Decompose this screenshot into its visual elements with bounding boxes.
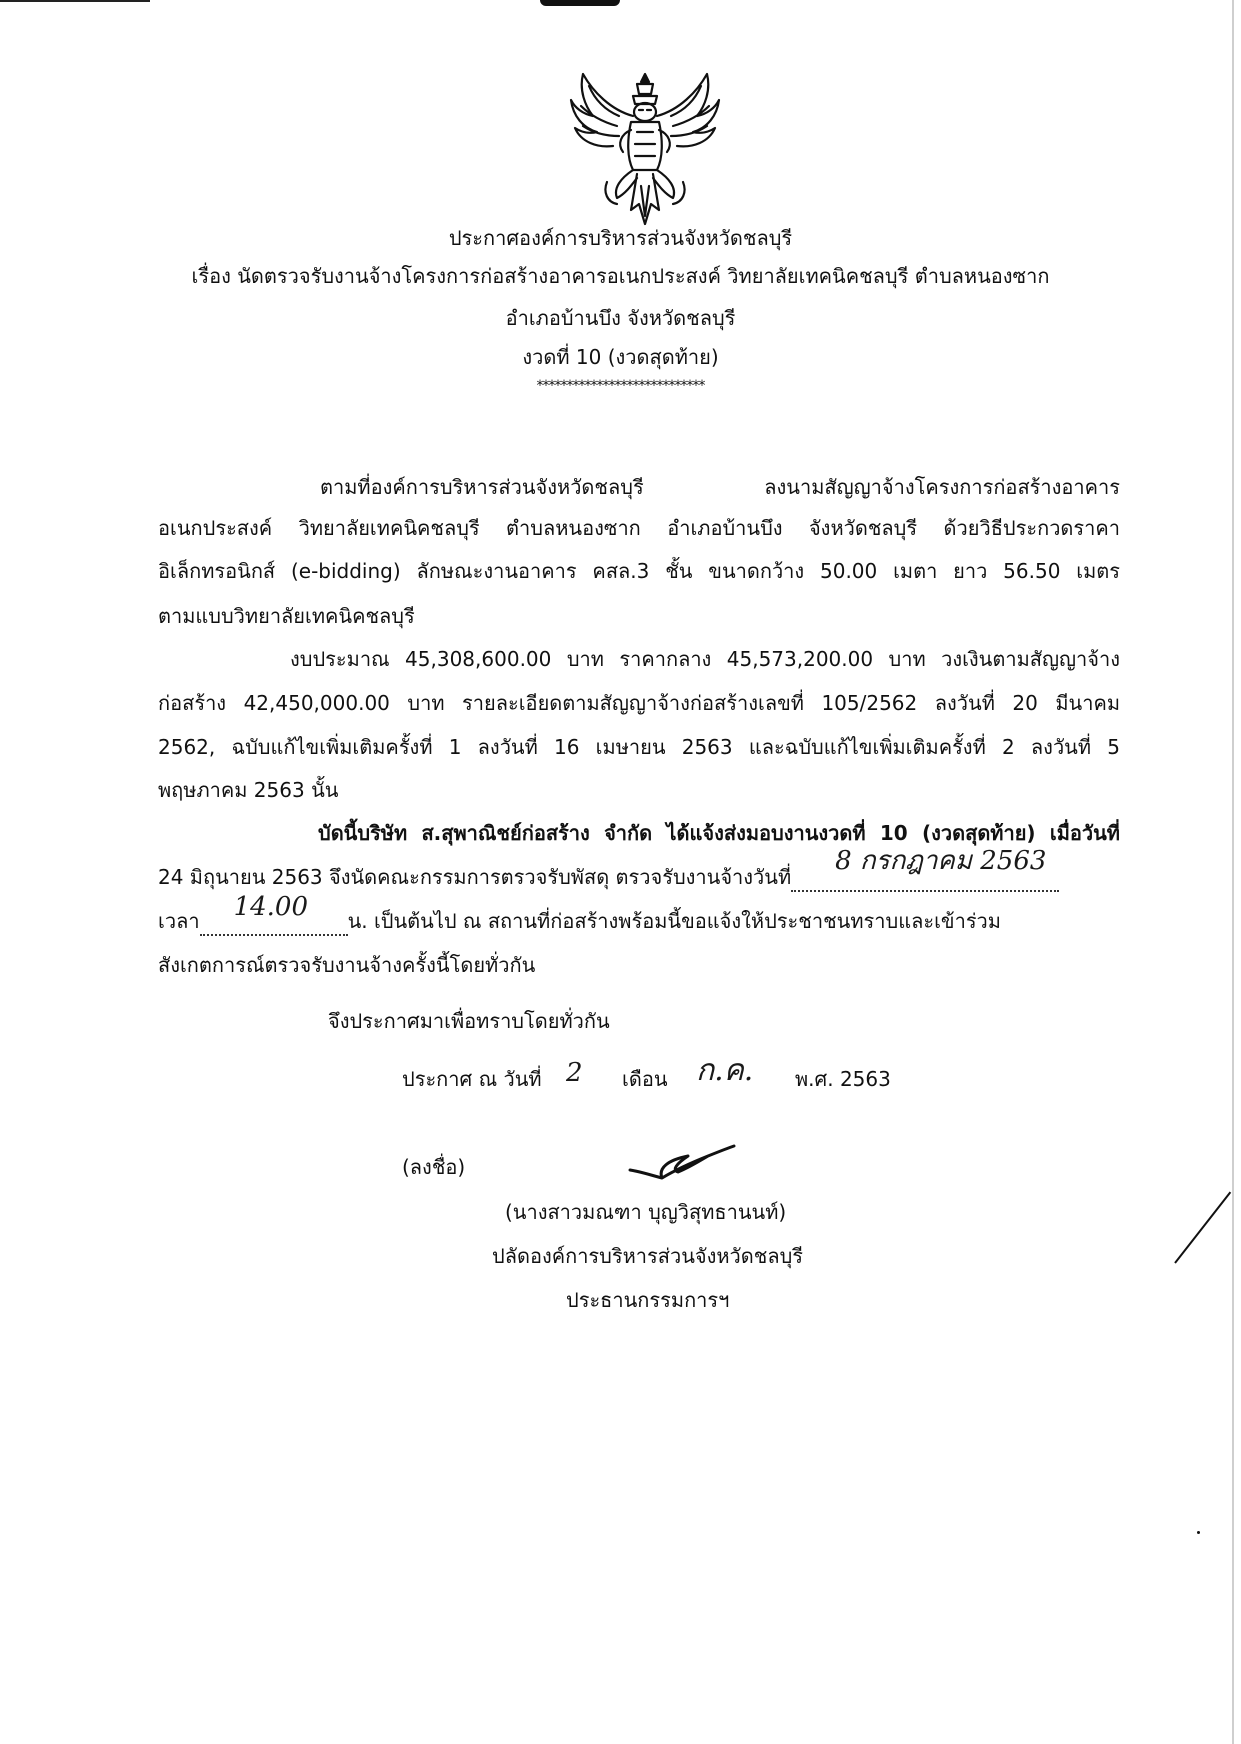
announce-year: พ.ศ. 2563 <box>795 1067 891 1091</box>
inspection-time-handwritten: 14.00 <box>233 892 308 922</box>
para3-line-3 <box>158 892 1120 936</box>
para2-line-2: ก่อสร้าง 42,450,000.00 บาท รายละเอียดตามสัญญาจ้างก่อสร้างเลขที่ 105/2562 ลงวันที่ 20 มีนาคม <box>158 691 1120 715</box>
signature-scribble-icon <box>628 1142 738 1182</box>
para1-line-2: อเนกประสงค์ วิทยาลัยเทคนิคชลบุรี ตำบลหนองซาก อำเภอบ้านบึง จังหวัดชลบุรี ด้วยวิธีประกวดราคา <box>158 516 1120 540</box>
garuda-emblem-icon <box>567 70 723 228</box>
signatory-role: ประธานกรรมการฯ <box>566 1288 730 1312</box>
para3-line-1: บัดนี้บริษัท ส.สุพาณิชย์ก่อสร้าง จำกัด ได้แจ้งส่งมอบงานงวดที่ 10 (งวดสุดท้าย) เมื่อวันที่ <box>318 821 1120 845</box>
para2-line-4: พฤษภาคม 2563 นั้น <box>158 778 339 802</box>
installment-label: งวดที่ 10 (งวดสุดท้าย) <box>522 345 719 369</box>
scan-artifact-slash <box>1174 1191 1231 1263</box>
announce-day-handwritten: 2 <box>566 1058 583 1088</box>
para3-line-2-text: 24 มิถุนายน 2563 จึงนัดคณะกรรมการตรวจรับพัสดุ ตรวจรับงานจ้างวันที่ <box>158 865 792 889</box>
inspection-date-field <box>791 846 1059 892</box>
announce-prefix: ประกาศ ณ วันที่ <box>402 1067 542 1091</box>
subject-line-1: เรื่อง นัดตรวจรับงานจ้างโครงการก่อสร้างอาคารอเนกประสงค์ วิทยาลัยเทคนิคชลบุรี ตำบลหนองซาก <box>191 264 1050 288</box>
separator-stars: **************************** <box>536 378 705 394</box>
para3-line-4: สังเกตการณ์ตรวจรับงานจ้างครั้งนี้โดยทั่วกัน <box>158 953 536 977</box>
para1-line-3: อิเล็กทรอนิกส์ (e-bidding) ลักษณะงานอาคาร คสล.3 ชั้น ขนาดกว้าง 50.00 เมตา ยาว 56.50 เมตร <box>158 559 1121 583</box>
inspection-time-field <box>200 892 348 936</box>
scan-artifact-right-edge <box>1232 0 1234 1744</box>
scan-artifact-top-line <box>0 0 150 2</box>
para1-line-1: ตามที่องค์การบริหารส่วนจังหวัดชลบุรี ลงนามสัญญาจ้างโครงการก่อสร้างอาคาร <box>320 475 1120 499</box>
signatory-name: (นางสาวมณฑา บุญวิสุทธานนท์) <box>505 1200 787 1224</box>
closing-statement: จึงประกาศมาเพื่อทราบโดยทั่วกัน <box>328 1009 610 1033</box>
para3-line-2 <box>158 846 1120 892</box>
announcement-title: ประกาศองค์การบริหารส่วนจังหวัดชลบุรี <box>448 226 793 250</box>
para1-line-4: ตามแบบวิทยาลัยเทคนิคชลบุรี <box>158 604 415 628</box>
scan-artifact-dot <box>1197 1531 1200 1534</box>
para3-line-3-text: น. เป็นต้นไป ณ สถานที่ก่อสร้างพร้อมนี้ขอแจ้งให้ประชาชนทราบและเข้าร่วม <box>347 909 1001 933</box>
para2-line-1: งบประมาณ 45,308,600.00 บาท ราคากลาง 45,573,200.00 บาท วงเงินตามสัญญาจ้าง <box>290 647 1120 671</box>
announce-month-handwritten: ก.ค. <box>696 1053 754 1088</box>
para2-line-3: 2562, ฉบับแก้ไขเพิ่มเติมครั้งที่ 1 ลงวันที่ 16 เมษายน 2563 และฉบับแก้ไขเพิ่มเติมครั้งที่ 2 ลงวันที่ 5 <box>158 735 1120 759</box>
sign-label: (ลงชื่อ) <box>402 1155 466 1179</box>
announce-month-label: เดือน <box>622 1067 668 1091</box>
time-label: เวลา <box>158 909 200 933</box>
subject-line-2: อำเภอบ้านบึง จังหวัดชลบุรี <box>505 306 736 330</box>
scan-artifact-top-mark <box>540 0 620 6</box>
inspection-date-handwritten: 8 กรกฎาคม 2563 <box>835 846 1047 876</box>
signatory-position: ปลัดองค์การบริหารส่วนจังหวัดชลบุรี <box>492 1244 804 1268</box>
